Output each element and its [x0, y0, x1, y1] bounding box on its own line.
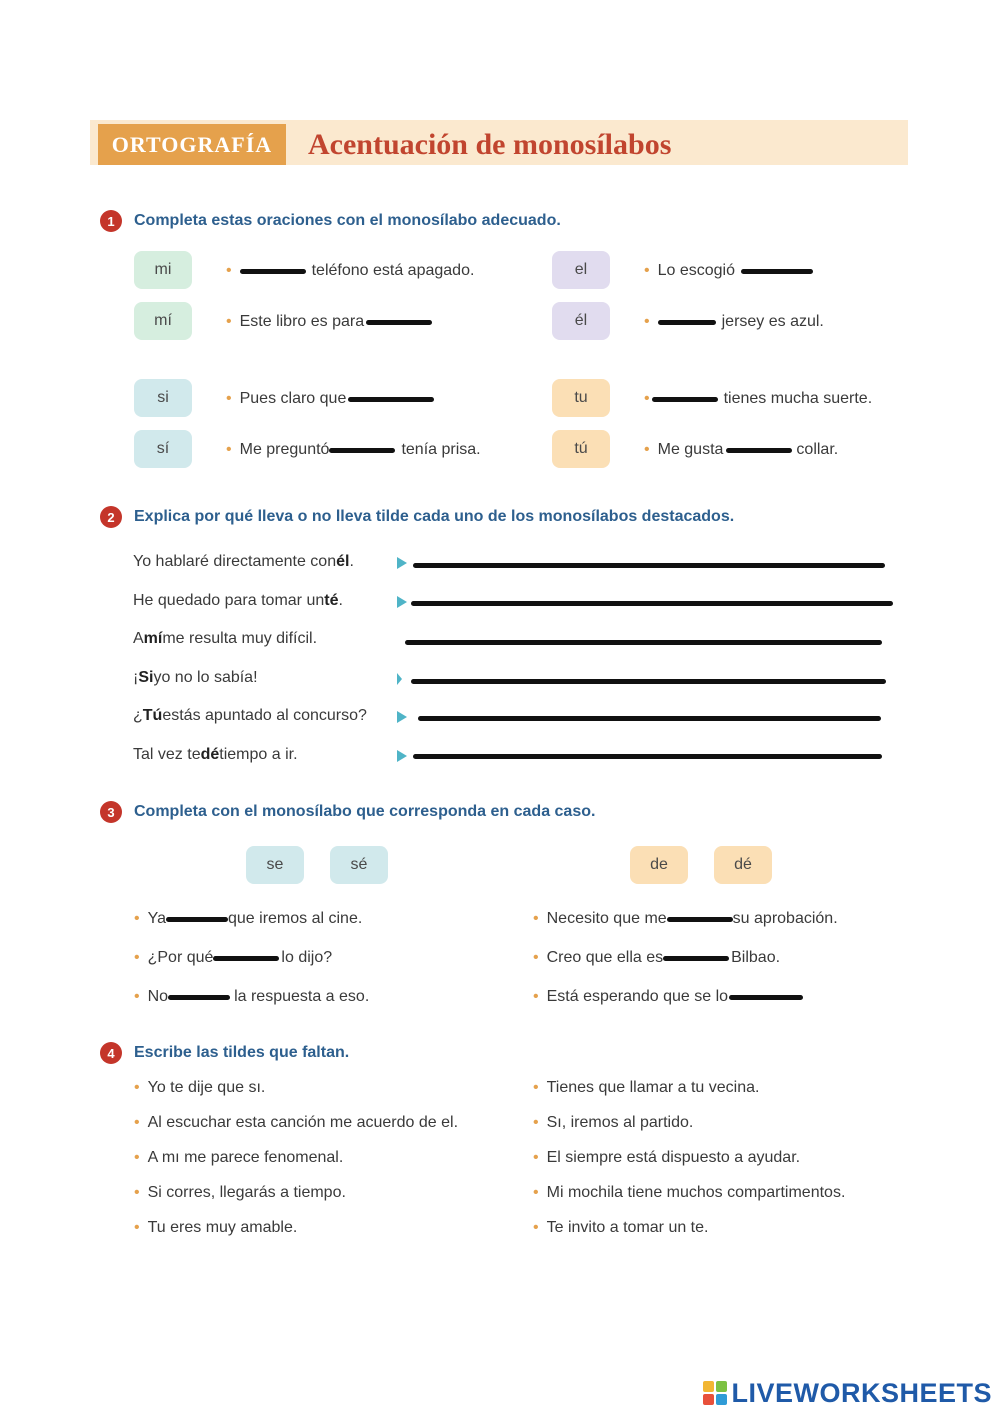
sentence-1d: • jersey es azul.	[644, 313, 824, 330]
sentence-3a: • Ya que iremos al cine.	[134, 910, 363, 927]
answer-blank[interactable]	[366, 320, 432, 325]
logo-text: LIVEWORKSHEETS	[731, 1377, 992, 1408]
exercise-instruction: Explica por qué lleva o no lleva tilde cada uno de los monosílabos destacados.	[134, 508, 735, 525]
answer-blank[interactable]	[726, 448, 792, 453]
chip-el-accent: él	[552, 302, 610, 340]
exercise-instruction: Completa con el monosílabo que corresponda en cada caso.	[134, 803, 596, 820]
arrow-icon	[397, 557, 407, 569]
answer-line-2[interactable]	[411, 601, 893, 606]
arrow-icon	[397, 711, 407, 723]
accent-item-4[interactable]: • Si corres, llegarás a tiempo.	[134, 1184, 346, 1201]
answer-blank[interactable]	[663, 956, 729, 961]
exercise-4-heading	[100, 1041, 349, 1065]
answer-line-1[interactable]	[413, 563, 885, 568]
accent-item-10[interactable]: • Te invito a tomar un te.	[533, 1219, 709, 1236]
sentence-3e: • Creo que ella es Bilbao.	[533, 949, 781, 966]
page-title: Acentuación de monosílabos	[308, 127, 672, 161]
accent-item-1[interactable]: • Yo te dije que sı.	[134, 1079, 266, 1096]
exercise-number: 1	[100, 210, 122, 232]
chip-tu-accent: tú	[552, 430, 610, 468]
exercise-number: 4	[100, 1042, 122, 1064]
answer-blank[interactable]	[729, 995, 803, 1000]
explain-sentence-6: Tal vez te dé tiempo a ir.	[133, 746, 298, 763]
chip-el: el	[552, 251, 610, 289]
answer-blank[interactable]	[348, 397, 434, 402]
arrow-icon	[397, 596, 407, 608]
answer-blank[interactable]	[166, 917, 228, 922]
explain-sentence-3: A mí me resulta muy difícil.	[133, 630, 318, 647]
accent-item-8[interactable]: • El siempre está dispuesto a ayudar.	[533, 1149, 801, 1166]
exercise-instruction: Completa estas oraciones con el monosílabo adecuado.	[134, 212, 561, 229]
answer-line-5[interactable]	[418, 716, 881, 721]
explain-sentence-1: Yo hablaré directamente con él .	[133, 553, 354, 570]
explain-sentence-2: He quedado para tomar un té .	[133, 592, 343, 609]
chip-se-accent: sé	[330, 846, 388, 884]
accent-item-9[interactable]: • Mi mochila tiene muchos compartimentos.	[533, 1184, 846, 1201]
sentence-1c: • Lo escogió	[644, 259, 813, 283]
accent-item-3[interactable]: • A mı me parece fenomenal.	[134, 1149, 344, 1166]
explain-sentence-5: ¿ Tú estás apuntado al concurso?	[133, 707, 367, 724]
sentence-1f: • Me preguntó tenía prisa.	[226, 441, 481, 458]
answer-line-6[interactable]	[413, 754, 882, 759]
accent-item-2[interactable]: • Al escuchar esta canción me acuerdo de el.	[134, 1114, 459, 1131]
sentence-3b: • ¿Por qué lo dijo?	[134, 949, 333, 966]
sentence-3f: • Está esperando que se lo	[533, 985, 803, 1009]
accent-item-5[interactable]: • Tu eres muy amable.	[134, 1219, 298, 1236]
exercise-instruction: Escribe las tildes que faltan.	[134, 1044, 350, 1061]
sentence-3d: • Necesito que me su aprobación.	[533, 910, 838, 927]
answer-line-4[interactable]	[411, 679, 886, 684]
sentence-1h: • Me gusta collar.	[644, 441, 839, 458]
exercise-number: 3	[100, 801, 122, 823]
sentence-3c: • No la respuesta a eso.	[134, 988, 370, 1005]
arrow-icon	[397, 673, 402, 685]
answer-line-3[interactable]	[405, 640, 882, 645]
chip-si: si	[134, 379, 192, 417]
exercise-1-heading	[100, 209, 561, 233]
exercise-3-heading	[100, 800, 595, 824]
chip-de: de	[630, 846, 688, 884]
liveworksheets-logo	[703, 1378, 992, 1408]
answer-blank[interactable]	[168, 995, 230, 1000]
answer-blank[interactable]	[329, 448, 395, 453]
sentence-1g: • tienes mucha suerte.	[644, 390, 873, 407]
logo-icon	[703, 1381, 727, 1405]
answer-blank[interactable]	[658, 320, 716, 325]
answer-blank[interactable]	[240, 269, 306, 274]
answer-blank[interactable]	[741, 269, 813, 274]
answer-blank[interactable]	[213, 956, 279, 961]
chip-tu: tu	[552, 379, 610, 417]
chip-de-accent: dé	[714, 846, 772, 884]
exercise-2-heading	[100, 505, 734, 529]
explain-sentence-4: ¡ Si yo no lo sabía!	[133, 669, 258, 686]
chip-se: se	[246, 846, 304, 884]
arrow-icon	[397, 750, 407, 762]
sentence-1e: • Pues claro que	[226, 387, 434, 411]
chip-si-accent: sí	[134, 430, 192, 468]
answer-blank[interactable]	[667, 917, 733, 922]
sentence-1b: • Este libro es para	[226, 310, 432, 334]
exercise-number: 2	[100, 506, 122, 528]
answer-blank[interactable]	[652, 397, 718, 402]
section-tag: ORTOGRAFÍA	[98, 124, 286, 165]
chip-mi: mi	[134, 251, 192, 289]
chip-mi-accent: mí	[134, 302, 192, 340]
sentence-1a: • teléfono está apagado.	[226, 262, 475, 279]
accent-item-6[interactable]: • Tienes que llamar a tu vecina.	[533, 1079, 760, 1096]
accent-item-7[interactable]: • Sı, iremos al partido.	[533, 1114, 694, 1131]
